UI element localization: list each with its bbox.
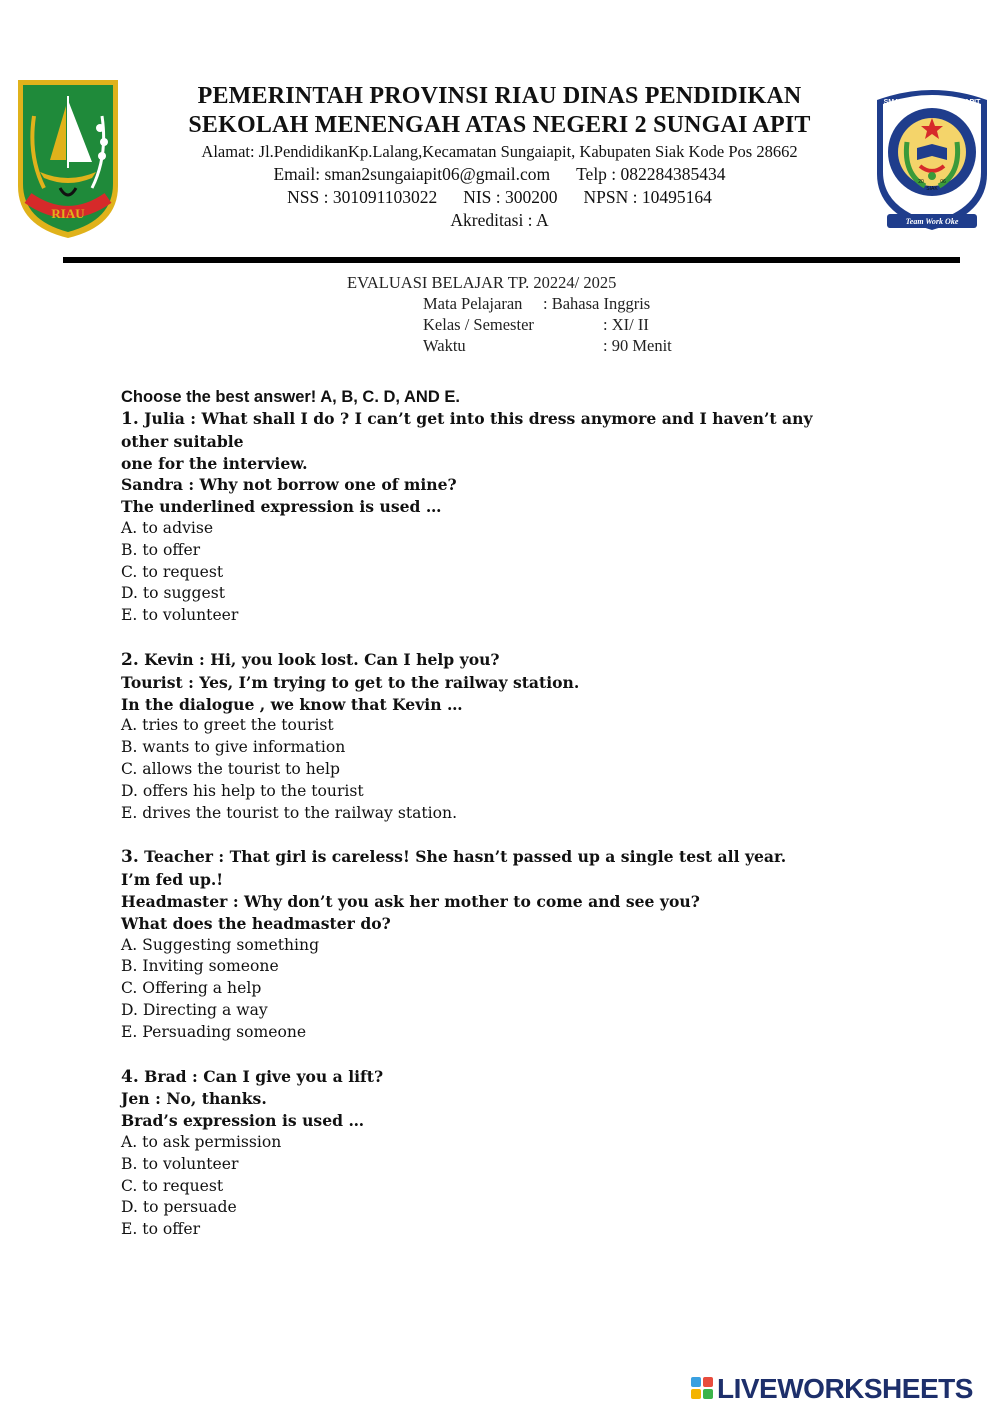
contact-line bbox=[0, 163, 999, 186]
question-1-line-4: The underlined expression is used … bbox=[121, 497, 442, 517]
question-list bbox=[121, 386, 841, 1241]
liveworksheets-logo-icon bbox=[691, 1377, 713, 1401]
letterhead-line-2: SEKOLAH MENENGAH ATAS NEGERI 2 SUNGAI APIT bbox=[188, 112, 811, 138]
emblem-year-left: 20 bbox=[918, 179, 924, 185]
question-2-line-1-text: Kevin : Hi, you look lost. Can I help you? bbox=[138, 649, 500, 669]
school-phone: Telp : 082284385434 bbox=[576, 164, 726, 184]
question-2-option-e[interactable]: E. drives the tourist to the railway station. bbox=[121, 803, 458, 822]
question-4-option-e[interactable]: E. to offer bbox=[121, 1220, 201, 1239]
question-2-number: 2. bbox=[121, 649, 139, 670]
question-1-line-3: Sandra : Why not borrow one of mine? bbox=[121, 475, 457, 495]
exam-subject-label: Mata Pelajaran bbox=[423, 294, 523, 313]
letterhead bbox=[0, 82, 999, 232]
question-2-option-a[interactable]: A. tries to greet the tourist bbox=[121, 716, 334, 735]
question-2-line-3: In the dialogue , we know that Kevin … bbox=[121, 694, 463, 714]
emblem-year-right: 06 bbox=[940, 179, 946, 185]
question-1-option-b[interactable]: B. to offer bbox=[121, 540, 201, 559]
question-3-line-1-text: Teacher : That girl is careless! She hasn’t passed up a single test all year. bbox=[138, 847, 787, 867]
riau-logo-text: RIAU bbox=[51, 206, 85, 221]
emblem-ring-text: SMA NEGERI 2 SUNGAI APIT bbox=[883, 99, 981, 106]
question-4-line-1-text: Brad : Can I give you a lift? bbox=[138, 1066, 384, 1086]
question-2-line-1 bbox=[121, 649, 841, 672]
exam-class-value: : XI/ II bbox=[603, 315, 649, 334]
question-3-option-e[interactable]: E. Persuading someone bbox=[121, 1022, 307, 1041]
question-1-option-a[interactable]: A. to advise bbox=[121, 518, 214, 537]
question-4-option-a[interactable]: A. to ask permission bbox=[121, 1132, 282, 1151]
question-1-line-1 bbox=[121, 408, 841, 453]
question-1-option-e[interactable]: E. to volunteer bbox=[121, 606, 239, 625]
school-email: Email: sman2sungaiapit06@gmail.com bbox=[273, 164, 551, 184]
question-1-number: 1. bbox=[121, 409, 139, 429]
question-1-option-c[interactable]: C. to request bbox=[121, 562, 224, 581]
exam-class-row bbox=[347, 314, 649, 335]
question-3-line-4: What does the headmaster do? bbox=[121, 913, 391, 933]
question-2 bbox=[121, 649, 841, 824]
question-3-option-a[interactable]: A. Suggesting something bbox=[121, 935, 320, 954]
question-4-line-3: Brad’s expression is used … bbox=[121, 1111, 365, 1131]
question-1-line-1-text: Julia : What shall I do ? I can’t get into this dress anymore and I haven’t any other suitable bbox=[121, 409, 813, 451]
question-4-option-d[interactable]: D. to persuade bbox=[121, 1198, 237, 1217]
question-3-line-1 bbox=[121, 846, 841, 869]
exam-info bbox=[347, 272, 672, 356]
exam-time-value: : 90 Menit bbox=[603, 336, 672, 355]
instruction: Choose the best answer! A, B, C. D, AND E. bbox=[121, 388, 460, 406]
school-nss: NSS : 301091103022 bbox=[287, 187, 438, 207]
question-3-number: 3. bbox=[121, 847, 139, 868]
exam-subject-row bbox=[347, 293, 651, 314]
school-address: Alamat: Jl.PendidikanKp.Lalang,Kecamatan Sungaiapit, Kabupaten Siak Kode Pos 28662 bbox=[201, 142, 798, 161]
exam-class-label: Kelas / Semester bbox=[423, 315, 534, 334]
question-4-option-c[interactable]: C. to request bbox=[121, 1176, 224, 1195]
exam-time-label: Waktu bbox=[423, 336, 466, 355]
header-divider bbox=[63, 257, 960, 263]
question-1 bbox=[121, 408, 841, 627]
emblem-place: SIAK bbox=[926, 186, 938, 192]
question-3-option-d[interactable]: D. Directing a way bbox=[121, 1000, 268, 1019]
question-4 bbox=[121, 1066, 841, 1241]
school-npsn: NPSN : 10495164 bbox=[583, 187, 712, 207]
emblem-province: PROVINSI RIAU bbox=[909, 200, 955, 206]
exam-title: EVALUASI BELAJAR TP. 20224/ 2025 bbox=[347, 273, 617, 292]
school-accreditation: Akreditasi : A bbox=[450, 210, 549, 230]
exam-time-row bbox=[347, 335, 672, 356]
question-4-option-b[interactable]: B. to volunteer bbox=[121, 1154, 239, 1173]
question-3-option-c[interactable]: C. Offering a help bbox=[121, 979, 262, 998]
letterhead-line-1: PEMERINTAH PROVINSI RIAU DINAS PENDIDIKAN bbox=[197, 83, 802, 109]
question-4-line-1 bbox=[121, 1066, 841, 1089]
school-ids bbox=[0, 186, 999, 209]
question-4-line-2: Jen : No, thanks. bbox=[121, 1089, 267, 1109]
question-3-line-2: I’m fed up.! bbox=[121, 870, 224, 890]
school-nis: NIS : 300200 bbox=[463, 187, 558, 207]
exam-subject-value: : Bahasa Inggris bbox=[543, 294, 651, 313]
question-1-line-2: one for the interview. bbox=[121, 453, 308, 473]
question-2-option-c[interactable]: C. allows the tourist to help bbox=[121, 759, 340, 778]
liveworksheets-text: LIVEWORKSHEETS bbox=[717, 1373, 973, 1404]
question-2-option-b[interactable]: B. wants to give information bbox=[121, 738, 346, 757]
question-1-option-d[interactable]: D. to suggest bbox=[121, 584, 225, 603]
question-3-line-3: Headmaster : Why don’t you ask her mother to come and see you? bbox=[121, 891, 700, 911]
question-2-line-2: Tourist : Yes, I’m trying to get to the railway station. bbox=[121, 672, 580, 692]
question-3 bbox=[121, 846, 841, 1043]
question-4-number: 4. bbox=[121, 1066, 139, 1087]
question-3-option-b[interactable]: B. Inviting someone bbox=[121, 957, 279, 976]
liveworksheets-watermark bbox=[691, 1374, 991, 1404]
emblem-motto: Team Work Oke bbox=[905, 217, 959, 226]
question-2-option-d[interactable]: D. offers his help to the tourist bbox=[121, 781, 364, 800]
